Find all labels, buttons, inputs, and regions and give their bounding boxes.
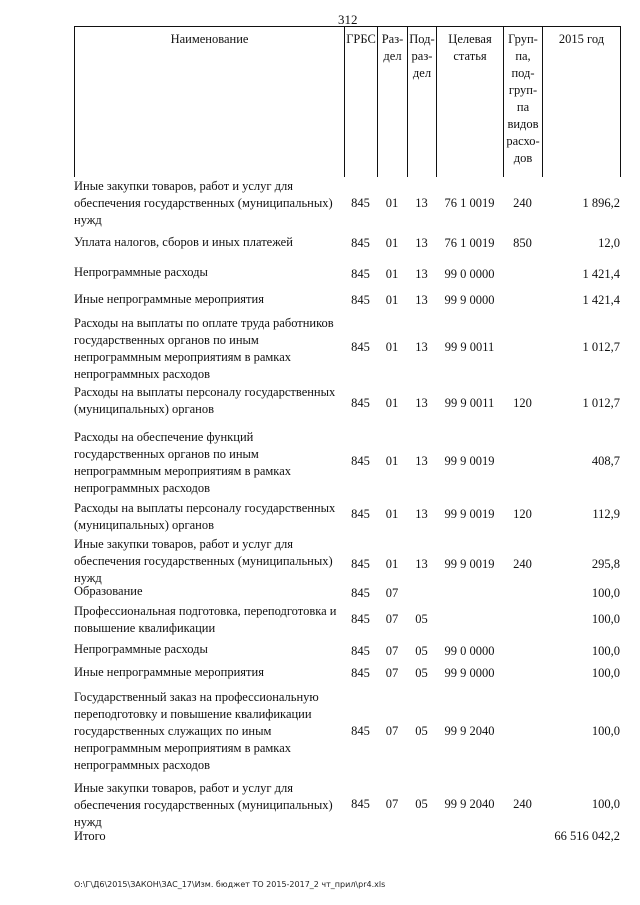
header-name: Наименование <box>74 27 344 177</box>
row-grbs: 845 <box>351 196 370 210</box>
row-pr: 13 <box>415 340 428 354</box>
row-name: Расходы на выплаты персоналу государственных (муниципальных) органов <box>74 501 336 532</box>
row-rz: 01 <box>385 340 399 354</box>
row-vr: 120 <box>513 507 532 521</box>
row-cs: 99 9 0011 <box>444 396 495 410</box>
row-amount: 100,0 <box>591 797 620 811</box>
row-grbs: 845 <box>351 666 370 680</box>
row-name: Иные закупки товаров, работ и услуг для обеспечения государственных (муниципальных) нужд <box>74 179 333 227</box>
row-grbs: 845 <box>351 507 370 521</box>
row-amount: 100,0 <box>591 724 620 738</box>
row-cs: 99 0 0000 <box>444 644 495 658</box>
row-rz: 07 <box>385 612 399 626</box>
row-rz: 01 <box>385 396 399 410</box>
row-name: Расходы на выплаты по оплате труда работников государственных органов по иным непрограммным мероприятиям в рамках непрограммных расходов <box>74 316 334 381</box>
row-cs: 99 0 0000 <box>444 267 495 281</box>
row-amount: 112,9 <box>592 507 620 521</box>
row-amount: 100,0 <box>591 586 620 600</box>
table-header <box>74 26 621 177</box>
row-name: Профессиональная подготовка, переподготовка и повышение квалификации <box>74 604 337 635</box>
row-grbs: 845 <box>351 236 370 250</box>
row-grbs: 845 <box>351 724 370 738</box>
row-name: Государственный заказ на профессиональную переподготовку и повышение квалификации государственных служащих по иным непрограммным мероприятиям в рамках непрограммных расходов <box>74 690 319 772</box>
row-pr: 05 <box>415 644 428 658</box>
row-pr: 05 <box>415 666 428 680</box>
row-grbs: 845 <box>351 454 370 468</box>
header-gruppa: Груп- па, под- груп- па видов расхо- дов <box>503 27 542 177</box>
row-pr: 13 <box>415 293 428 307</box>
row-amount: 408,7 <box>591 454 620 468</box>
row-name: Расходы на выплаты персоналу государственных (муниципальных) органов <box>74 385 336 416</box>
row-name: Непрограммные расходы <box>74 642 208 656</box>
row-cs: 76 1 0019 <box>444 196 495 210</box>
file-path-footer: O:\Г\Д6\2015\ЗАКОН\ЗАС_17\Изм. бюджет ТО 2015-2017_2 чт_прил\pr4.xls <box>74 880 386 889</box>
row-amount: 295,8 <box>591 557 620 571</box>
row-amount: 100,0 <box>591 644 620 658</box>
row-amount: 100,0 <box>591 612 620 626</box>
row-cs: 99 9 0000 <box>444 666 495 680</box>
row-pr: 05 <box>415 797 428 811</box>
row-name: Уплата налогов, сборов и иных платежей <box>74 235 293 249</box>
row-pr: 13 <box>415 196 428 210</box>
header-razdel: Раз- дел <box>377 27 407 177</box>
row-pr: 13 <box>415 557 428 571</box>
row-amount: 1 896,2 <box>582 196 620 210</box>
row-grbs: 845 <box>351 340 370 354</box>
row-vr: 240 <box>513 557 532 571</box>
row-name: Иные закупки товаров, работ и услуг для обеспечения государственных (муниципальных) нужд <box>74 537 333 585</box>
row-cs: 99 9 2040 <box>444 724 495 738</box>
total-amount: 66 516 042,2 <box>554 829 620 843</box>
row-amount: 12,0 <box>598 236 620 250</box>
row-amount: 1 012,7 <box>582 340 620 354</box>
row-name: Расходы на обеспечение функций государственных органов по иным непрограммным мероприятиям в рамках непрограммных расходов <box>74 430 291 495</box>
row-rz: 01 <box>385 196 399 210</box>
row-name: Непрограммные расходы <box>74 265 208 279</box>
row-grbs: 845 <box>351 797 370 811</box>
row-rz: 01 <box>385 236 399 250</box>
header-grbs: ГРБС <box>344 27 377 177</box>
row-cs: 99 9 0019 <box>444 557 495 571</box>
row-name: Иные закупки товаров, работ и услуг для обеспечения государственных (муниципальных) нужд <box>74 781 333 829</box>
row-cs: 99 9 0019 <box>444 454 495 468</box>
row-name: Образование <box>74 584 143 598</box>
header-podrazdel: Под- раз- дел <box>407 27 436 177</box>
row-name: Иные непрограммные мероприятия <box>74 665 264 679</box>
row-pr: 13 <box>415 454 428 468</box>
row-pr: 13 <box>415 507 428 521</box>
row-cs: 99 9 2040 <box>444 797 495 811</box>
row-pr: 05 <box>415 724 428 738</box>
row-rz: 01 <box>385 507 399 521</box>
row-rz: 01 <box>385 454 399 468</box>
row-amount: 1 012,7 <box>582 396 620 410</box>
row-rz: 07 <box>385 644 399 658</box>
row-pr: 13 <box>415 236 428 250</box>
row-amount: 1 421,4 <box>582 267 620 281</box>
row-pr: 13 <box>415 396 428 410</box>
row-rz: 07 <box>385 666 399 680</box>
row-grbs: 845 <box>351 586 370 600</box>
row-vr: 240 <box>513 196 532 210</box>
row-rz: 07 <box>385 797 399 811</box>
row-amount: 1 421,4 <box>582 293 620 307</box>
header-celevaya: Целевая статья <box>436 27 503 177</box>
page-number: 312 <box>338 12 358 27</box>
row-vr: 240 <box>513 797 532 811</box>
row-vr: 850 <box>513 236 532 250</box>
row-vr: 120 <box>513 396 532 410</box>
row-grbs: 845 <box>351 396 370 410</box>
row-cs: 99 9 0000 <box>444 293 495 307</box>
row-rz: 01 <box>385 267 399 281</box>
row-grbs: 845 <box>351 557 370 571</box>
header-year: 2015 год <box>542 27 620 177</box>
row-rz: 07 <box>385 724 399 738</box>
total-label: Итого <box>74 829 106 843</box>
row-cs: 99 9 0011 <box>444 340 495 354</box>
row-grbs: 845 <box>351 612 370 626</box>
row-rz: 07 <box>385 586 399 600</box>
row-grbs: 845 <box>351 293 370 307</box>
row-rz: 01 <box>385 293 399 307</box>
row-pr: 13 <box>415 267 428 281</box>
row-amount: 100,0 <box>591 666 620 680</box>
row-cs: 99 9 0019 <box>444 507 495 521</box>
row-name: Иные непрограммные мероприятия <box>74 292 264 306</box>
row-cs: 76 1 0019 <box>444 236 495 250</box>
row-pr: 05 <box>415 612 428 626</box>
row-rz: 01 <box>385 557 399 571</box>
row-grbs: 845 <box>351 267 370 281</box>
row-grbs: 845 <box>351 644 370 658</box>
